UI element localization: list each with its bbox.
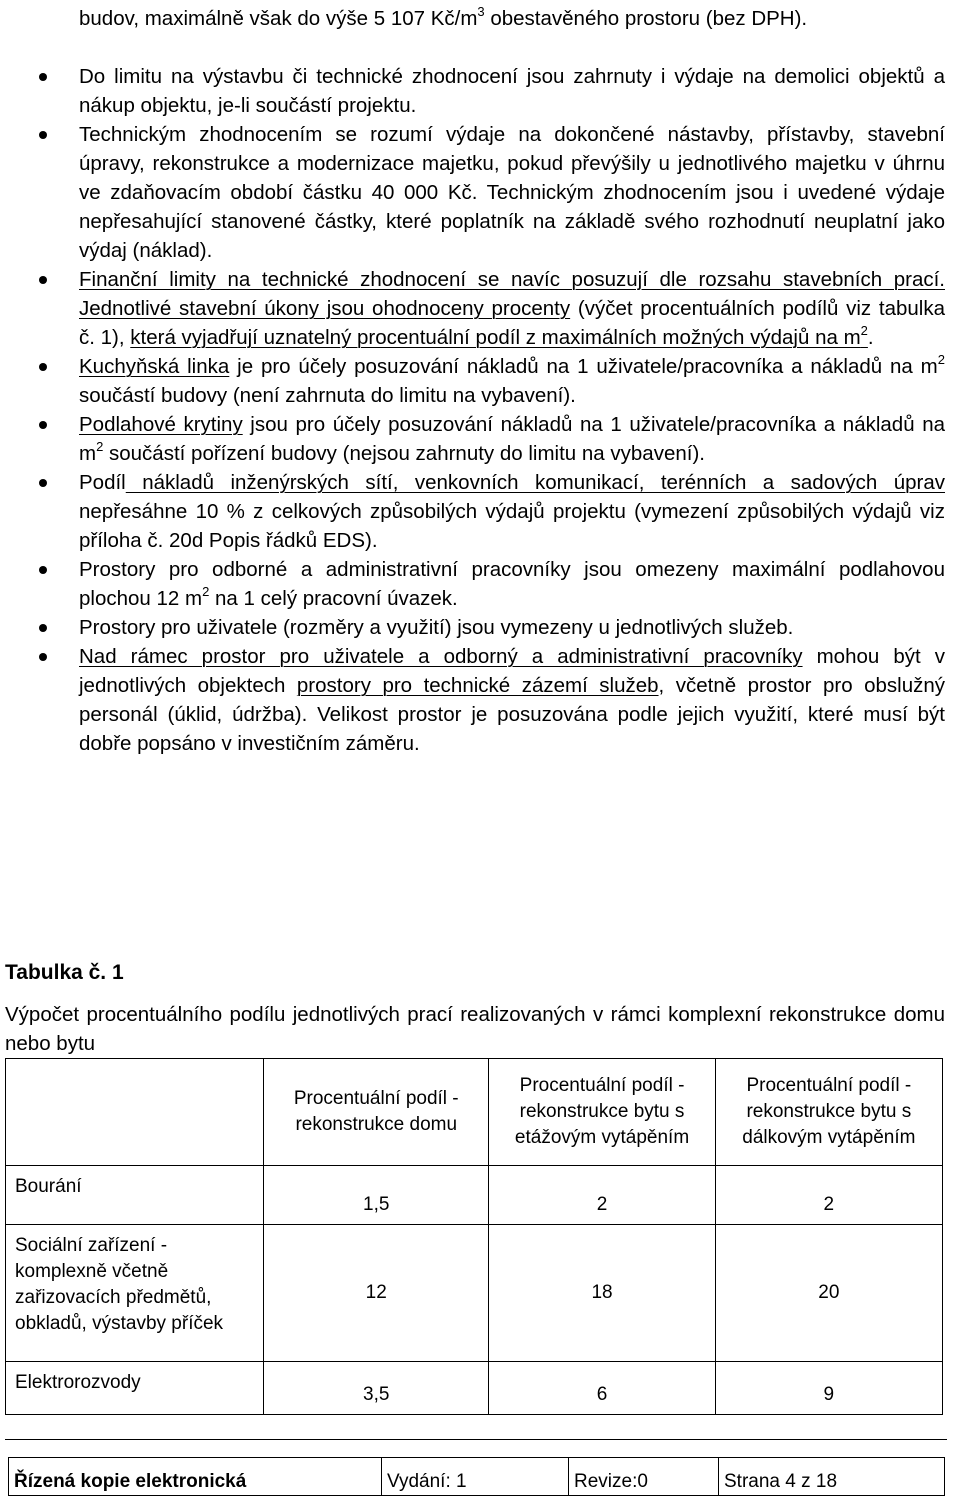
superscript: 2 [202,584,210,599]
table-cell: 18 [489,1225,715,1362]
footer-issue: Vydání: 1 [382,1458,569,1496]
list-item [79,642,945,758]
list-item [79,120,945,265]
list-item-text: , včetně prostor pro obslužný personál (úklid, údržba). Velikost prostor je posuzována podle jejich využití, které musí být dobře popsáno v investičním záměru. [79,674,946,755]
intro-paragraph [79,4,945,33]
table-header-cell [6,1059,264,1166]
list-item-text: jsou pro účely posuzování nákladů na 1 uživatele/pracovníka a nákladů na m [79,413,945,465]
bullet-icon [39,421,47,429]
table-cell: 3,5 [264,1362,489,1415]
list-item-text: na 1 celý pracovní úvazek. [209,587,458,610]
superscript: 2 [96,439,104,454]
footer-page-number: Strana 4 z 18 [719,1458,945,1496]
table-header-row [6,1059,943,1166]
table-cell: 1,5 [264,1166,489,1225]
list-item-text: součástí pořízení budovy (nejsou zahrnuty do limitu na vybavení). [103,442,705,465]
table-cell: 2 [715,1166,942,1225]
list-item [79,613,945,642]
percentage-table [5,1058,943,1415]
intro-text: budov, maximálně však do výše 5 107 Kč/m [79,7,478,30]
intro-text-end: obestavěného prostoru (bez DPH). [484,7,808,30]
row-label: Elektrorozvody [6,1362,264,1415]
list-item-text: mohou být v jednotlivých objektech [79,645,945,697]
list-item [79,468,945,555]
underlined-text-part: která vyjadřují uznatelný procentuální podíl z maximálních možných výdajů na m [130,326,861,349]
table-caption: Výpočet procentuálního podílu jednotlivých prací realizovaných v rámci komplexní rekonstrukce domu nebo bytu [5,1003,945,1055]
underlined-text: Kuchyňská linka [79,355,230,378]
underlined-text: Nad rámec prostor pro uživatele a odborný a administrativní pracovníky [79,645,803,668]
table-header-cell [715,1059,942,1166]
table-header-cell [489,1059,715,1166]
list-item-text: součástí budovy (není zahrnuta do limitu na vybavení). [79,384,576,407]
footer-revision: Revize:0 [569,1458,719,1496]
list-item-text: Technickým zhodnocením se rozumí výdaje na dokončené nástavby, přístavby, stavební úpravy, rekonstrukce a modernizace majetku, pokud převýšily u jednotlivého majetku v úhrnu ve zdaňovacím období částku 40 000 Kč. Technickým zhodnocením jsou i uvedené výdaje nepřesahující stanovené částky, které poplatník na základě svého rozhodnutí neuplatní jako výdaj (náklad). [79,123,945,262]
table-cell: 2 [489,1166,715,1225]
table-row [6,1166,943,1225]
bullet-list [79,62,945,758]
list-item-text: Prostory pro odborné a administrativní pracovníky jsou omezeny maximální podlahovou plochou 12 m [79,558,945,610]
list-item [79,62,945,120]
list-item-text: nepřesáhne 10 % z celkových způsobilých výdajů projektu (vymezení způsobilých výdajů viz příloha č. 20d Popis řádků EDS). [79,500,945,552]
header-text: Procentuální podíl - rekonstrukce bytu s dálkovým vytápěním [742,1075,916,1148]
list-item-text: (výčet procentuálních podílů viz tabulka č. 1), [79,297,945,349]
footer-table [8,1457,945,1496]
list-item-text: . [867,326,874,349]
header-text: Procentuální podíl - rekonstrukce bytu s etážovým vytápěním [514,1075,690,1148]
underlined-text: Jednotlivé stavební úkony jsou ohodnoceny procenty [79,297,571,320]
superscript: 2 [937,352,945,367]
list-item-text: je pro účely posuzování nákladů na 1 uživatele/pracovníka a nákladů na m [229,355,938,378]
underlined-text [130,323,868,349]
underlined-text: Finanční limity na technické zhodnocení se navíc posuzují dle rozsahu stavebních prací. [79,268,945,291]
footer-doc-type: Řízená kopie elektronická [9,1458,382,1496]
table-cell: 6 [489,1362,715,1415]
bullet-icon [39,73,47,81]
bullet-icon [39,624,47,632]
bullet-icon [39,276,47,284]
table-row [6,1362,943,1415]
footer-divider [5,1439,947,1440]
list-item-text: Do limitu na výstavbu či technické zhodnocení jsou zahrnuty i výdaje na demolici objektů a nákup objektu, je-li součástí projektu. [79,65,945,117]
table-cell: 12 [264,1225,489,1362]
underlined-text: prostory pro technické zázemí služeb [296,674,659,697]
row-label: Bourání [6,1166,264,1225]
bullet-icon [39,131,47,139]
list-item [79,352,945,410]
underlined-text: Podlahové krytiny [79,413,243,436]
superscript: 2 [860,323,868,338]
table-header-cell [264,1059,489,1166]
list-item [79,555,945,613]
table-cell: 20 [715,1225,942,1362]
header-text: Procentuální podíl - rekonstrukce domu [293,1088,459,1135]
list-item-text: Prostory pro uživatele (rozměry a využití) jsou vymezeny u jednotlivých služeb. [79,616,794,639]
bullet-icon [39,479,47,487]
underlined-text: nákladů inženýrských sítí, venkovních komunikací, terénních a sadových úprav [125,471,945,494]
footer-row [9,1458,945,1496]
list-item-text: Podíl [79,471,126,494]
bullet-icon [39,363,47,371]
bullet-icon [39,566,47,574]
table-row [6,1225,943,1362]
list-item [79,265,945,352]
list-item [79,410,945,468]
table-title: Tabulka č. 1 [5,961,124,984]
table-cell: 9 [715,1362,942,1415]
bullet-icon [39,653,47,661]
row-label: Sociální zařízení - komplexně včetně zařizovacích předmětů, obkladů, výstavby příček [6,1225,264,1362]
superscript: 3 [477,4,485,19]
